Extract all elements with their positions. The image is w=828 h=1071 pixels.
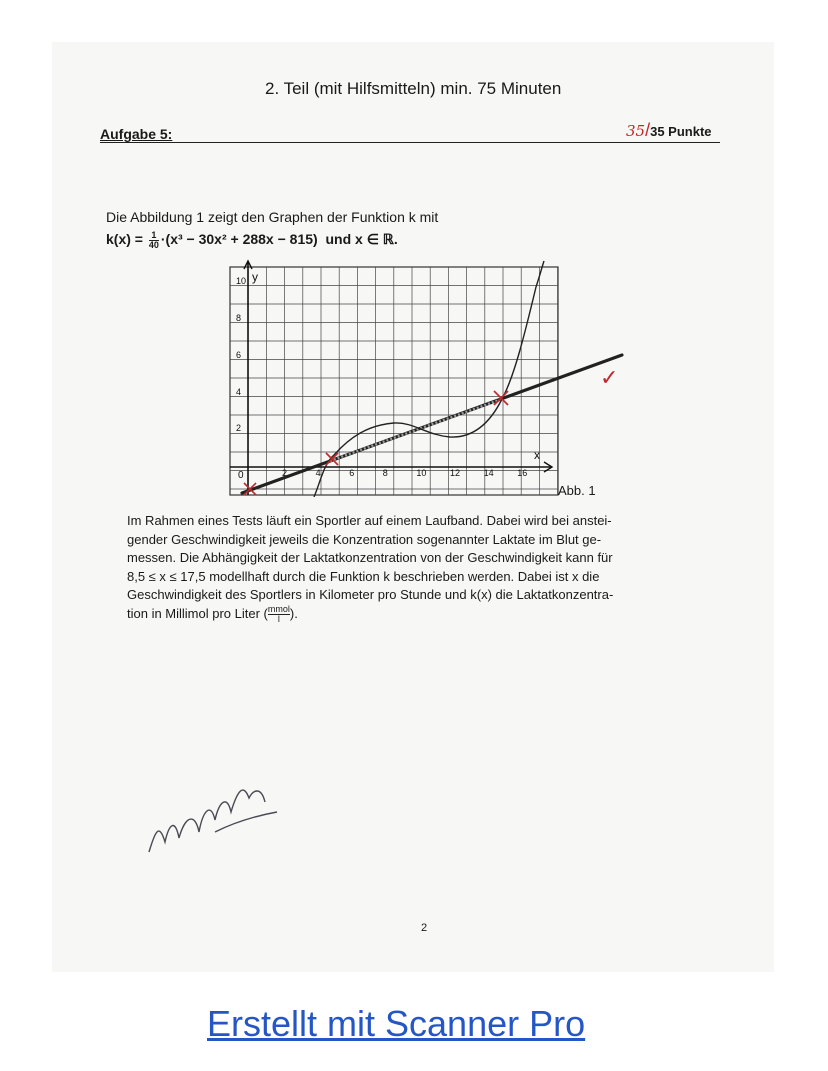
paragraph-line: 8,5 ≤ x ≤ 17,5 modellhaft durch die Funktion k beschrieben werden. Dabei ist x die <box>127 568 600 584</box>
y-tick-label: 10 <box>236 276 247 286</box>
signature-stroke <box>149 790 277 852</box>
unit-fraction <box>268 605 290 624</box>
grid-lines <box>230 267 558 495</box>
y-tick-label: 8 <box>236 313 242 323</box>
x-tick-label: 12 <box>450 468 461 478</box>
task-label: Aufgabe 5: <box>100 126 173 142</box>
y-axis-label: y <box>252 270 258 284</box>
paragraph-line-last <box>127 605 717 624</box>
signature <box>145 772 295 867</box>
unit-denominator: l <box>277 613 280 624</box>
header-divider <box>100 142 720 143</box>
paragraph-line: Geschwindigkeit des Sportlers in Kilometer pro Stunde und k(x) die Laktatkonzentra- <box>127 587 614 602</box>
y-tick-labels <box>236 276 246 433</box>
check-mark: ✓ <box>600 366 619 391</box>
y-tick-label: 6 <box>236 350 242 360</box>
function-formula <box>106 231 398 250</box>
function-graph <box>218 257 638 497</box>
fraction-denominator: 40 <box>148 240 159 250</box>
x-tick-labels <box>282 468 527 478</box>
formula-prefix: k(x) = <box>106 231 143 248</box>
y-tick-label: 2 <box>236 423 242 433</box>
unit-prefix: tion in Millimol pro Liter ( <box>127 605 268 621</box>
scanner-pro-link[interactable]: Erstellt mit Scanner Pro <box>207 1003 586 1044</box>
x-tick-label: 8 <box>382 468 388 478</box>
fraction-numerator: 1 <box>149 231 159 241</box>
formula-suffix: und x ∈ ℝ. <box>325 231 398 248</box>
formula-fraction <box>149 231 159 250</box>
y-tick-label: 4 <box>236 387 242 397</box>
paragraph-line: Im Rahmen eines Tests läuft ein Sportler auf einem Laufband. Dabei wird bei anstei- <box>127 513 612 528</box>
x-tick-label: 2 <box>282 468 288 478</box>
figure-caption: Abb. 1 <box>558 483 596 498</box>
points-score <box>626 120 712 141</box>
unit-suffix: ). <box>289 605 298 621</box>
x-tick-label: 6 <box>349 468 355 478</box>
x-tick-label: 14 <box>483 468 494 478</box>
paragraph-line: messen. Die Abhängigkeit der Laktatkonzentration von der Geschwindigkeit kann für <box>127 550 613 565</box>
paragraph-line: gender Geschwindigkeit jeweils die Konzentration sogenannter Laktate im Blut ge- <box>127 531 602 547</box>
x-axis-label: x <box>534 448 540 462</box>
page-number: 2 <box>421 922 428 934</box>
origin-label: 0 <box>238 470 244 481</box>
formula-body: ·(x³ − 30x² + 288x − 815) <box>160 231 318 248</box>
printed-points: 35 Punkte <box>650 124 712 139</box>
fraction-slash: / <box>645 120 651 140</box>
unit-numerator: mmol <box>267 603 290 614</box>
handwritten-points: 35 <box>626 122 646 140</box>
x-tick-label: 16 <box>517 468 528 478</box>
x-tick-label: 10 <box>416 468 427 478</box>
task-paragraph <box>127 512 717 624</box>
function-curve <box>314 261 544 497</box>
x-tick-label: 4 <box>315 468 321 478</box>
page-title: 2. Teil (mit Hilfsmitteln) min. 75 Minuten <box>265 79 562 98</box>
intro-text: Die Abbildung 1 zeigt den Graphen der Funktion k mit <box>106 209 439 225</box>
